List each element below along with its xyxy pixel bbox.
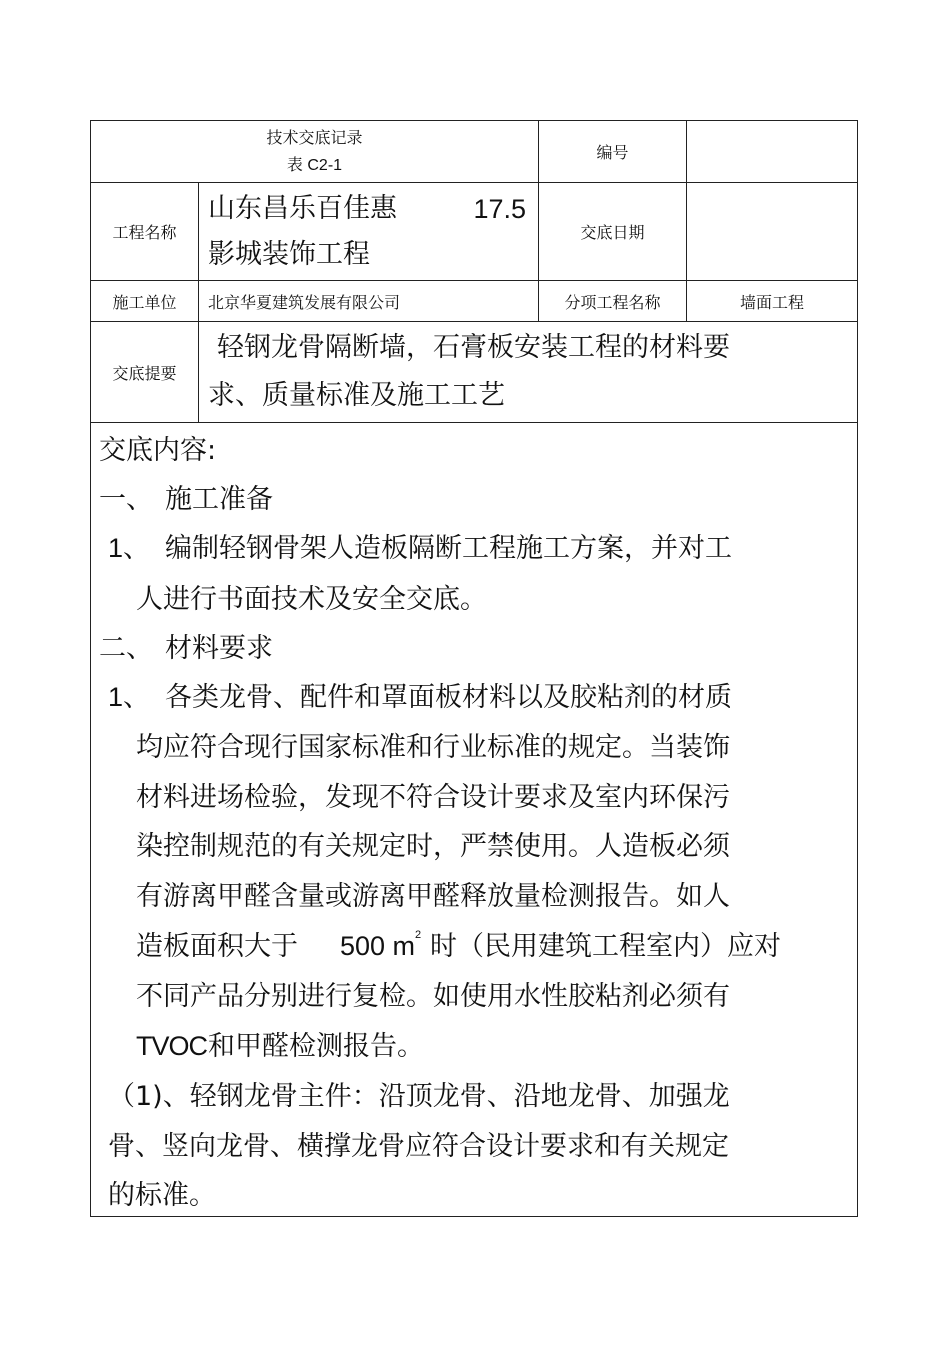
item-1-line: 编制轻钢骨架人造板隔断工程施工方案，并对工 [165, 533, 732, 564]
tvoc-label: TVOC [136, 1031, 208, 1061]
column-divider [198, 182, 199, 423]
area-number: 500 m [340, 931, 416, 961]
item-2-line: 造板面积大于 [136, 931, 298, 962]
project-name-line2: 影城装饰工程 [208, 239, 370, 270]
item-2-line: 有游离甲醛含量或游离甲醛释放量检测报告。如人 [136, 881, 730, 912]
row-divider [90, 321, 858, 322]
item-2-line: 和甲醛检测报告。 [208, 1031, 424, 1062]
item-2-line: 各类龙骨、配件和罩面板材料以及胶粘剂的材质 [165, 682, 732, 713]
date-label: 交底日期 [580, 223, 645, 242]
content-heading: 交底内容: [99, 435, 217, 466]
item-2-marker: 1、 [108, 682, 151, 712]
form-title: 技术交底记录 [266, 127, 363, 147]
item-2-line: 不同产品分别进行复检。如使用水性胶粘剂必须有 [136, 981, 730, 1012]
project-name-number: 17.5 [473, 194, 526, 224]
paragraph-1-line: （1)、轻钢龙骨主件：沿顶龙骨、沿地龙骨、加强龙 [108, 1081, 730, 1112]
section-2-title: 材料要求 [165, 633, 273, 664]
item-1-line: 人进行书面技术及安全交底。 [136, 584, 487, 615]
subitem-label: 分项工程名称 [564, 292, 661, 312]
form-number: 表 C2-1 [286, 156, 343, 174]
table-border-bottom [90, 1216, 858, 1217]
subitem-value: 墙面工程 [739, 292, 804, 312]
number-value [687, 121, 857, 182]
item-2-line: 时（民用建筑工程室内）应对 [430, 931, 781, 962]
project-name-value [208, 186, 530, 278]
project-name-line1: 山东昌乐百佳惠 [208, 193, 397, 224]
contractor-value: 北京华夏建筑发展有限公司 [208, 292, 401, 312]
item-1-marker: 1、 [108, 533, 151, 563]
form-title-cell [91, 121, 538, 182]
section-1-title: 施工准备 [165, 484, 273, 515]
date-value [687, 183, 857, 280]
number-label: 编号 [596, 143, 629, 162]
area-exponent: 2 [415, 929, 422, 941]
table-border-right [857, 120, 858, 1217]
summary-line1: 轻钢龙骨隔断墙，石膏板安装工程的材料要 [217, 332, 730, 363]
paragraph-1-line: 的标准。 [108, 1180, 216, 1211]
area-value [340, 929, 422, 961]
summary-line2: 求、质量标准及施工工艺 [208, 380, 505, 411]
contractor-label: 施工单位 [112, 292, 177, 312]
item-2-line: 染控制规范的有关规定时，严禁使用。人造板必须 [136, 831, 730, 862]
row-divider [90, 422, 858, 423]
project-name-label: 工程名称 [112, 223, 177, 242]
section-2-marker: 二、 [99, 633, 153, 664]
section-1-marker: 一、 [99, 484, 153, 515]
item-2-line: 均应符合现行国家标准和行业标准的规定。当装饰 [136, 732, 730, 763]
item-2-line: 材料进场检验，发现不符合设计要求及室内环保污 [136, 782, 730, 813]
paragraph-1-line: 骨、竖向龙骨、横撑龙骨应符合设计要求和有关规定 [108, 1131, 729, 1162]
summary-label: 交底提要 [112, 363, 177, 383]
